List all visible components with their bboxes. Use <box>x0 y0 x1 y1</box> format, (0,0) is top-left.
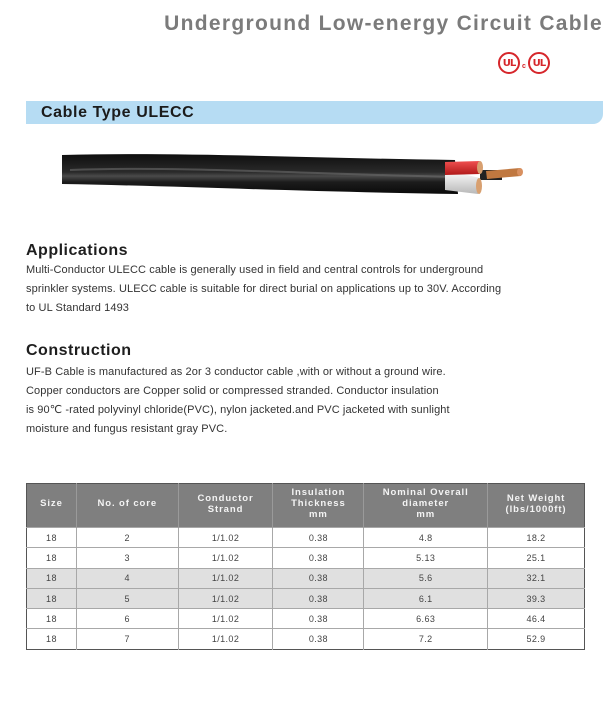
cell-diameter: 6.63 <box>364 609 488 629</box>
column-header-diameter: Nominal Overall diameter mm <box>364 484 488 528</box>
cell-insulation: 0.38 <box>273 629 364 649</box>
table-row <box>27 609 585 629</box>
cell-cores: 5 <box>76 588 178 608</box>
cell-weight: 39.3 <box>488 588 585 608</box>
cul-listed-icon: UL <box>528 52 550 74</box>
cell-diameter: 4.8 <box>364 528 488 548</box>
cell-cores: 3 <box>76 548 178 568</box>
cell-weight: 18.2 <box>488 528 585 548</box>
cell-cores: 4 <box>76 568 178 588</box>
applications-line: sprinkler systems. ULECC cable is suitable for direct burial on applications up to 30V. According <box>26 283 502 295</box>
cell-strand: 1/1.02 <box>178 629 273 649</box>
table-row <box>27 568 585 588</box>
applications-heading: Applications <box>26 242 129 259</box>
table-row <box>27 548 585 568</box>
construction-heading: Construction <box>26 342 132 359</box>
column-header-strand: Conductor Strand <box>178 484 273 528</box>
cell-size: 18 <box>27 588 77 608</box>
cell-strand: 1/1.02 <box>178 548 273 568</box>
cell-cores: 2 <box>76 528 178 548</box>
column-header-weight: Net Weight (lbs/1000ft) <box>488 484 585 528</box>
cell-weight: 46.4 <box>488 609 585 629</box>
cell-strand: 1/1.02 <box>178 528 273 548</box>
certification-logos <box>498 52 550 74</box>
cell-diameter: 7.2 <box>364 629 488 649</box>
cell-insulation: 0.38 <box>273 568 364 588</box>
cell-weight: 52.9 <box>488 629 585 649</box>
spec-table <box>26 483 585 650</box>
table-row <box>27 528 585 548</box>
cell-size: 18 <box>27 528 77 548</box>
cell-size: 18 <box>27 548 77 568</box>
canada-mark: c <box>522 62 526 70</box>
construction-line: is 90℃ -rated polyvinyl chloride(PVC), nylon jacketed.and PVC jacketed with sunlight <box>26 404 450 416</box>
applications-line: to UL Standard 1493 <box>26 302 130 314</box>
page-title: Underground Low-energy Circuit Cable <box>164 12 603 35</box>
cell-insulation: 0.38 <box>273 548 364 568</box>
cell-insulation: 0.38 <box>273 528 364 548</box>
cell-weight: 32.1 <box>488 568 585 588</box>
cell-insulation: 0.38 <box>273 609 364 629</box>
table-row <box>27 588 585 608</box>
column-header-size: Size <box>27 484 77 528</box>
applications-body <box>26 261 501 318</box>
construction-body <box>26 363 450 439</box>
cell-diameter: 5.13 <box>364 548 488 568</box>
table-row <box>27 629 585 649</box>
cell-diameter: 5.6 <box>364 568 488 588</box>
applications-line: Multi-Conductor ULECC cable is generally used in field and central controls for underground <box>26 264 484 276</box>
column-header-cores: No. of core <box>76 484 178 528</box>
cell-size: 18 <box>27 609 77 629</box>
construction-line: moisture and fungus resistant gray PVC. <box>26 423 228 435</box>
cell-insulation: 0.38 <box>273 588 364 608</box>
cell-cores: 7 <box>76 629 178 649</box>
cell-size: 18 <box>27 629 77 649</box>
cell-strand: 1/1.02 <box>178 568 273 588</box>
cable-photo-icon <box>60 150 540 205</box>
table-header-row <box>27 484 585 528</box>
cell-strand: 1/1.02 <box>178 588 273 608</box>
cell-size: 18 <box>27 568 77 588</box>
cell-diameter: 6.1 <box>364 588 488 608</box>
cell-strand: 1/1.02 <box>178 609 273 629</box>
construction-line: UF-B Cable is manufactured as 2or 3 conductor cable ,with or without a ground wire. <box>26 366 446 378</box>
ul-listed-icon: UL <box>498 52 520 74</box>
construction-line: Copper conductors are Copper solid or compressed stranded. Conductor insulation <box>26 385 439 397</box>
cable-type-label: Cable Type ULECC <box>41 104 195 121</box>
cell-weight: 25.1 <box>488 548 585 568</box>
cable-type-banner <box>26 101 603 124</box>
cell-cores: 6 <box>76 609 178 629</box>
column-header-insulation: Insulation Thickness mm <box>273 484 364 528</box>
